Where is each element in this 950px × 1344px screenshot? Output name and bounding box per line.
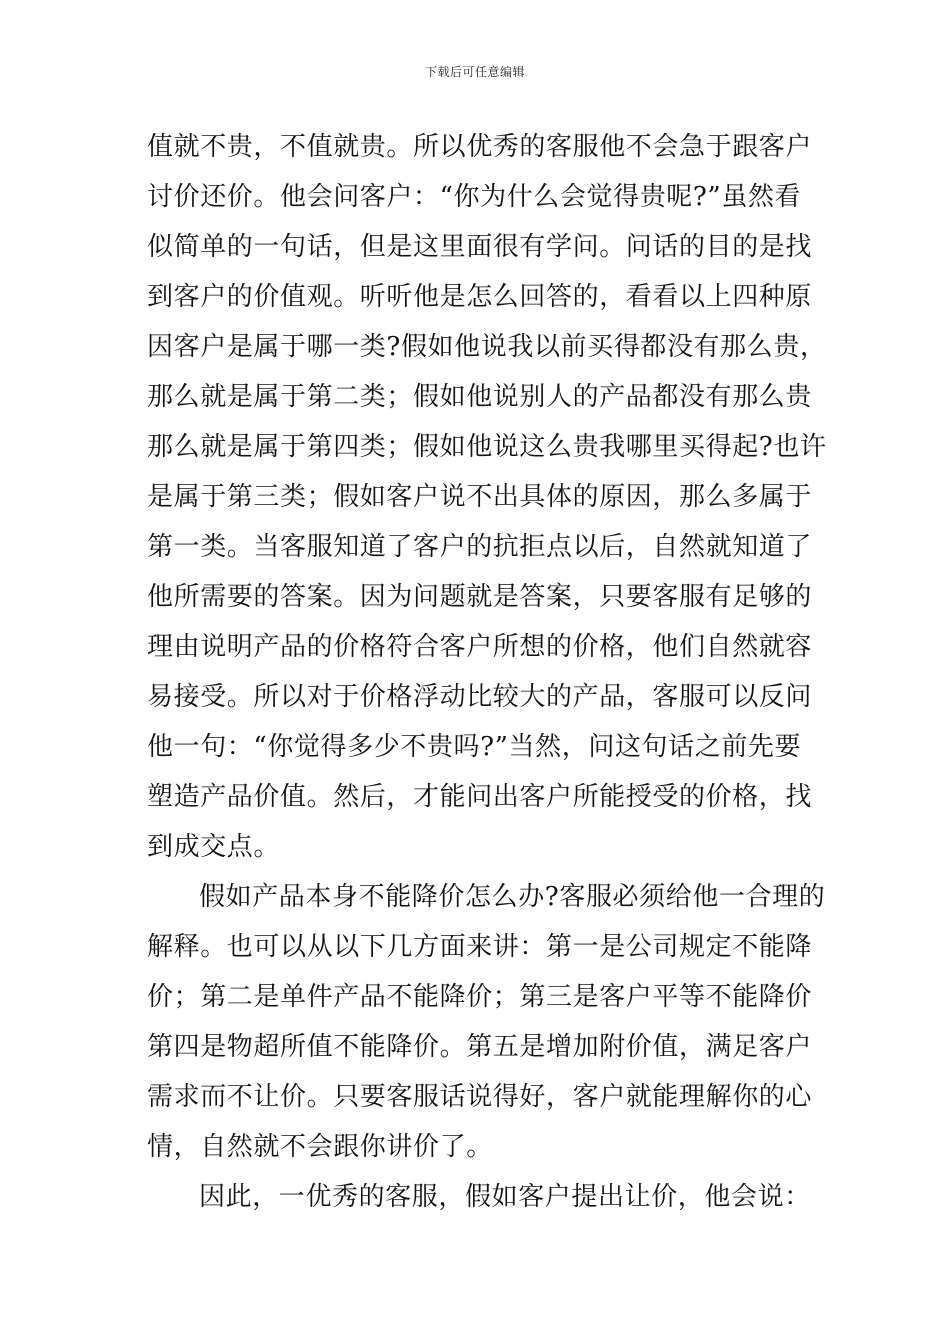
text-line: 第四是物超所值不能降价。第五是增加附价值，满足客户 <box>147 1032 813 1062</box>
text-line: 易接受。所以对于价格浮动比较大的产品，客服可以反问 <box>147 682 813 712</box>
text-line: 因此，一优秀的客服，假如客户提出让价，他会说： <box>199 1182 811 1212</box>
text-line: 他所需要的答案。因为问题就是答案，只要客服有足够的 <box>147 582 813 612</box>
text-line: 解释。也可以从以下几方面来讲：第一是公司规定不能降 <box>147 932 813 962</box>
text-line: 因客户是属于哪一类?假如他说我以前买得都没有那么贵， <box>147 332 827 362</box>
text-line: 似简单的一句话，但是这里面很有学问。问话的目的是找 <box>147 232 813 262</box>
text-line: 假如产品本身不能降价怎么办?客服必须给他一合理的 <box>199 882 826 912</box>
text-line: 到客户的价值观。听听他是怎么回答的，看看以上四种原 <box>147 282 813 312</box>
text-line: 情，自然就不会跟你讲价了。 <box>147 1132 493 1162</box>
text-line: 值就不贵，不值就贵。所以优秀的客服他不会急于跟客户 <box>147 132 813 162</box>
page-header: 下载后可任意编辑 <box>424 65 525 79</box>
text-line: 塑造产品价值。然后，才能问出客户所能授受的价格，找 <box>147 782 813 812</box>
text-line: 价；第二是单件产品不能降价；第三是客户平等不能降价 <box>147 982 813 1012</box>
text-line: 第一类。当客服知道了客户的抗拒点以后，自然就知道了 <box>147 532 813 562</box>
text-line: 是属于第三类；假如客户说不出具体的原因，那么多属于 <box>147 482 813 512</box>
text-line: 需求而不让价。只要客服话说得好，客户就能理解你的心 <box>147 1082 813 1112</box>
text-line: 那么就是属于第四类；假如他说这么贵我哪里买得起?也许 <box>147 432 827 462</box>
text-line: 理由说明产品的价格符合客户所想的价格，他们自然就容 <box>147 632 813 662</box>
text-line: 他一句：“你觉得多少不贵吗?”当然，问这句话之前先要 <box>147 732 802 762</box>
text-line: 到成交点。 <box>147 832 281 862</box>
text-line: 那么就是属于第二类；假如他说别人的产品都没有那么贵 <box>147 382 813 412</box>
text-line: 讨价还价。他会问客户：“你为什么会觉得贵呢?”虽然看 <box>147 182 802 212</box>
